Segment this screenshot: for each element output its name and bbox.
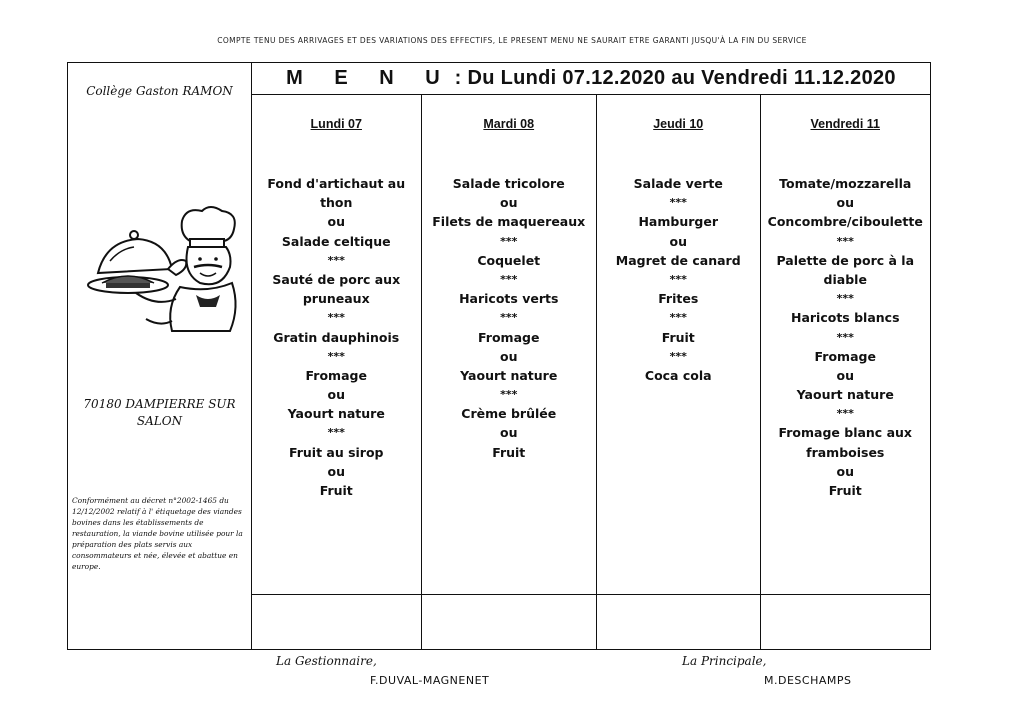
day-column-lundi: [252, 95, 422, 649]
dish-item: Haricots blancs: [790, 310, 900, 326]
beef-origin-note: Conformément au décret n°2002-1465 du 12/12/2002 relatif à l' étiquetage des viandes bovines dans les établissements de restauration, la viande bovine utilisée pour la préparation des plats servis aux consommateurs et née, élevée et abattue en europe.: [72, 496, 243, 571]
course-separator: ***: [836, 407, 854, 421]
or-connector: ou: [499, 425, 518, 441]
dish-list: [422, 174, 596, 462]
course-separator: ***: [836, 234, 854, 248]
dish-item: Fruit au sirop: [288, 444, 384, 460]
course-separator: ***: [327, 426, 345, 440]
dish-list: [252, 174, 421, 500]
dish-item: Coquelet: [477, 252, 541, 268]
course-separator: ***: [327, 253, 345, 267]
dish-list: [761, 174, 931, 500]
dish-item: Gratin dauphinois: [273, 329, 400, 345]
or-connector: ou: [327, 387, 345, 403]
dish-item: Salade verte: [633, 176, 723, 191]
dish-item: Sauté de porc aux: [272, 271, 401, 287]
school-sidebar: [68, 63, 252, 649]
dish-item: Haricots verts: [459, 291, 559, 307]
dish-item: Magret de canard: [615, 252, 741, 268]
menu-title: [252, 63, 930, 95]
or-connector: ou: [836, 195, 854, 211]
address-line-2: SALON: [136, 414, 183, 428]
school-name: Collège Gaston RAMON: [86, 84, 233, 98]
dish-item: Palette de porc à la: [776, 252, 915, 268]
dish-item: Fond d'artichaut au: [267, 176, 406, 191]
dish-item: Coca cola: [644, 367, 712, 383]
dish-item: Hamburger: [638, 214, 718, 230]
dish-item: diable: [823, 271, 867, 287]
dish-item: Frites: [658, 291, 699, 307]
course-separator: ***: [327, 311, 345, 325]
dish-item: Fruit: [661, 329, 695, 345]
or-connector: ou: [499, 195, 518, 211]
course-separator: ***: [500, 311, 518, 325]
dish-item: Concombre/ciboulette: [767, 214, 923, 230]
dish-item: Yaourt nature: [460, 367, 558, 383]
dish-item: Fruit: [828, 483, 862, 498]
dish-item: pruneaux: [302, 291, 370, 307]
dish-item: Yaourt nature: [796, 387, 894, 403]
chef-icon: [76, 203, 244, 333]
or-connector: ou: [836, 367, 854, 383]
menu-word: M E N U: [286, 67, 453, 89]
gestionnaire-role: La Gestionnaire,: [276, 654, 377, 668]
course-separator: ***: [669, 349, 687, 363]
course-separator: ***: [500, 272, 518, 286]
dish-item: Yaourt nature: [287, 406, 385, 422]
or-connector: ou: [836, 463, 854, 479]
dish-item: Fromage blanc aux: [778, 425, 912, 441]
dish-item: Salade celtique: [281, 233, 391, 249]
menu-dates: : Du Lundi 07.12.2020 au Vendredi 11.12.2020: [454, 67, 896, 89]
address-line-1: 70180 DAMPIERRE SUR: [83, 397, 236, 411]
dish-item: Fromage: [478, 329, 540, 345]
dish-list: [597, 174, 760, 385]
course-separator: ***: [500, 234, 518, 248]
dish-item: thon: [320, 195, 353, 211]
dish-item: Fruit: [492, 444, 526, 460]
dish-item: Fromage: [814, 348, 876, 364]
day-column-mardi: [422, 95, 597, 649]
school-address: [68, 396, 251, 430]
menu-frame: [67, 62, 931, 650]
principale-name: M.DESCHAMPS: [764, 674, 852, 687]
course-separator: ***: [669, 196, 687, 210]
or-connector: ou: [327, 214, 345, 230]
course-separator: ***: [669, 272, 687, 286]
gestionnaire-name: F.DUVAL-MAGNENET: [370, 674, 490, 687]
course-separator: ***: [836, 330, 854, 344]
days-grid: [252, 95, 930, 649]
or-connector: ou: [499, 348, 518, 364]
course-separator: ***: [669, 311, 687, 325]
day-header: Lundi 07: [310, 117, 362, 131]
dish-item: Fromage: [305, 367, 367, 383]
dish-item: Tomate/mozzarella: [779, 176, 912, 191]
dish-item: Fruit: [319, 483, 353, 498]
dish-item: framboises: [806, 444, 885, 460]
dish-item: Crème brûlée: [461, 406, 557, 422]
course-separator: ***: [327, 349, 345, 363]
or-connector: ou: [669, 233, 687, 249]
day-header: Mardi 08: [483, 117, 535, 131]
day-header: Jeudi 10: [653, 117, 704, 131]
day-column-vendredi: [761, 95, 931, 649]
footer-divider: [252, 594, 930, 595]
day-header: Vendredi 11: [810, 117, 880, 131]
principale-role: La Principale,: [682, 654, 767, 668]
or-connector: ou: [327, 463, 345, 479]
course-separator: ***: [836, 292, 854, 306]
dish-item: Filets de maquereaux: [432, 214, 586, 230]
day-column-jeudi: [597, 95, 761, 649]
course-separator: ***: [500, 388, 518, 402]
dish-item: Salade tricolore: [452, 176, 565, 191]
disclaimer-text: COMPTE TENU DES ARRIVAGES ET DES VARIATIONS DES EFFECTIFS, LE PRESENT MENU NE SAURAIT ETRE GARANTI JUSQU'À LA FIN DU SERVICE: [217, 36, 807, 45]
